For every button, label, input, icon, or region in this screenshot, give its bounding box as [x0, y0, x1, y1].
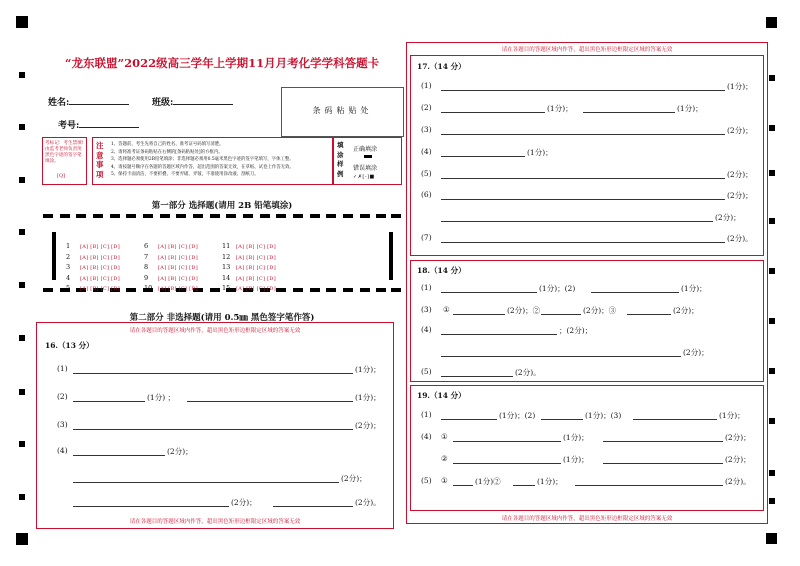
timing-mark — [343, 214, 353, 218]
answer-line[interactable] — [441, 134, 725, 135]
choice-options[interactable]: [A] [B] [C] [D] — [80, 244, 120, 250]
choice-options[interactable]: [A] [B] [C] [D] — [158, 244, 198, 250]
q16-score: (2分)； — [341, 474, 367, 483]
timing-mark — [391, 214, 401, 218]
side-mark — [19, 177, 25, 183]
q19-score: (1分)； — [563, 455, 589, 464]
correct-fill-label: 正确填涂 — [353, 146, 378, 153]
answer-line[interactable] — [273, 506, 353, 507]
answer-line[interactable] — [73, 455, 165, 456]
side-mark — [769, 268, 775, 274]
choice-row[interactable] — [66, 233, 120, 250]
q19-score: (1分)； — [719, 411, 745, 420]
choice-options[interactable]: [A] [B] [C] [D] — [158, 254, 198, 261]
warning-text: 请在各题目的答题区域内作答，超出黑色矩形边框限定区域的答案无效 — [501, 47, 673, 53]
class-label: 班级: — [152, 98, 174, 108]
choice-row[interactable] — [222, 233, 276, 250]
timing-mark — [391, 288, 401, 292]
attention-item: 2、请将准考证条码粘贴在右侧的[条码粘贴处]的方框内。 — [111, 149, 223, 155]
choice-options[interactable]: [A] [B] [C] [D] — [236, 244, 276, 250]
q19-score: (2分)； — [725, 433, 751, 442]
q17-label: (3) — [421, 125, 432, 134]
q17-score: (2分)； — [727, 126, 753, 135]
corner-mark — [766, 533, 777, 544]
timing-mark — [360, 288, 370, 292]
q18-label: (3) — [421, 305, 432, 314]
answer-line[interactable] — [575, 485, 723, 486]
q19-score: (1分)② — [475, 477, 501, 486]
q17-label: (2) — [421, 103, 432, 112]
choice-options[interactable]: [A] [B] [C] [D] — [158, 286, 198, 292]
choice-row[interactable] — [66, 275, 120, 292]
side-mark — [19, 72, 25, 78]
name-label: 姓名: — [48, 98, 70, 108]
side-mark — [769, 318, 775, 324]
q19-score: (2分)。 — [725, 477, 751, 486]
q19-score: (1分)； — [537, 477, 563, 486]
choice-row[interactable] — [66, 244, 120, 261]
timing-mark — [293, 288, 303, 292]
q19-score: (1分)； — [563, 433, 589, 442]
answer-line[interactable] — [73, 429, 353, 430]
q16-label: (1) — [57, 364, 68, 373]
absent-mark-box — [42, 137, 87, 185]
q19-answer-box[interactable] — [410, 385, 764, 511]
timing-mark — [326, 214, 336, 218]
choice-row[interactable] — [222, 265, 276, 282]
choice-row[interactable] — [144, 244, 198, 261]
timing-mark — [226, 214, 236, 218]
q19-label: (1) — [421, 410, 432, 419]
class-field[interactable] — [152, 95, 233, 108]
choice-row[interactable] — [66, 265, 120, 282]
choice-grid — [60, 233, 390, 292]
q16-answer-box[interactable] — [36, 322, 394, 529]
timing-mark — [310, 214, 320, 218]
timing-mark — [310, 288, 320, 292]
side-mark — [769, 498, 775, 504]
choice-row[interactable] — [144, 275, 198, 292]
answer-line[interactable] — [441, 156, 525, 157]
q17-score: (2分)； — [715, 213, 741, 222]
side-mark — [769, 75, 775, 81]
choice-options[interactable]: [A] [B] [C] [D] — [80, 275, 120, 282]
name-field[interactable] — [48, 95, 129, 108]
timing-mark — [110, 214, 120, 218]
question-number: 9 — [144, 273, 149, 282]
side-mark — [19, 441, 25, 447]
q16-score: (1分)； — [355, 393, 381, 402]
side-mark — [769, 125, 775, 131]
answer-line[interactable] — [453, 485, 473, 486]
choice-options[interactable]: [A] [B] [C] [D] — [236, 265, 276, 271]
q18-score: ；(2分)； — [559, 326, 593, 335]
timing-mark — [76, 214, 86, 218]
q19-label: (4) — [421, 432, 432, 441]
answer-line[interactable] — [453, 463, 561, 464]
answer-line[interactable] — [73, 482, 339, 483]
corner-mark — [766, 17, 777, 28]
attention-item: 3、选择题必须使用2B铅笔填涂；非选择题必须用0.5毫米黑色字迹的签字笔填写，字体工整。 — [111, 157, 294, 162]
timing-mark — [276, 288, 286, 292]
warning-text: 请在各题目的答题区域内作答，超出黑色矩形边框限定区域的答案无效 — [129, 519, 301, 525]
answer-line[interactable] — [541, 419, 583, 420]
q17-title: 17.（14 分） — [417, 62, 466, 71]
q18-answer-box[interactable] — [410, 260, 764, 382]
timing-mark — [376, 288, 386, 292]
exam-no-label: 考号: — [58, 121, 80, 131]
choice-options[interactable]: [A] [B] [C] [D] — [80, 265, 120, 271]
q18-score: (1分)；(2) — [539, 284, 576, 293]
timing-mark — [193, 214, 203, 218]
choice-row[interactable] — [222, 254, 276, 271]
attention-item: 1、答题前，考生先将自己的姓名、准考证号码填写清楚。 — [111, 142, 224, 147]
q18-score: (2分)； — [683, 348, 709, 357]
q18-score: (2分)；③ — [583, 306, 617, 315]
answer-line[interactable] — [441, 334, 557, 335]
q17-label: (5) — [421, 169, 432, 178]
side-mark — [19, 389, 25, 395]
q17-score: (1分)； — [727, 82, 753, 91]
absent-mark-text: 考标记：考生禁填!由监考老师负责用黑色字迹的签字笔填涂。 — [45, 141, 84, 164]
choice-column — [66, 233, 120, 292]
side-mark — [19, 282, 25, 288]
question-number: 5 — [66, 284, 71, 292]
page-title: “龙东联盟”2022级高三学年上学期11月月考化学学科答题卡 — [64, 56, 380, 70]
question-number: 1 — [66, 242, 71, 250]
answer-line[interactable] — [73, 401, 145, 402]
q16-title: 16.（13 分） — [45, 341, 94, 350]
timing-mark — [210, 288, 220, 292]
choice-row[interactable] — [222, 275, 276, 292]
part1-title: 第一部分 选择题(请用 2B 铅笔填涂) — [151, 201, 293, 211]
timing-mark — [43, 288, 53, 292]
q19-score: (2分)； — [725, 455, 751, 464]
choice-row[interactable] — [144, 265, 198, 282]
side-mark — [19, 494, 25, 500]
q18-score: (2分)； — [673, 306, 699, 315]
timing-mark — [43, 214, 53, 218]
answer-line[interactable] — [633, 419, 717, 420]
timing-mark — [260, 214, 270, 218]
timing-mark — [93, 214, 103, 218]
answer-line[interactable] — [453, 441, 561, 442]
q16-score: (2分)； — [167, 447, 193, 456]
fill-example-title: 填涂样例 — [337, 141, 344, 178]
timing-mark — [326, 288, 336, 292]
side-mark — [769, 470, 775, 476]
corner-mark — [16, 533, 28, 545]
q16-score: (2分)； — [355, 421, 381, 430]
q17-score: (2分)； — [727, 170, 753, 179]
corner-mark — [16, 16, 28, 28]
q17-score: (2分)。 — [727, 234, 753, 243]
q16-score: (1分)； — [355, 365, 381, 374]
barcode-label: 条码粘贴处 — [312, 106, 373, 115]
side-mark — [19, 229, 25, 235]
q19-score: (1分)；(2) — [499, 411, 536, 420]
timing-mark — [293, 214, 303, 218]
absent-checkbox[interactable]: [Q] — [57, 173, 66, 179]
q18-score: (2分)。 — [515, 368, 541, 377]
timing-mark — [126, 214, 136, 218]
answer-line[interactable] — [603, 463, 723, 464]
answer-line[interactable] — [441, 178, 725, 179]
q17-label: (6) — [421, 190, 432, 199]
side-mark — [769, 170, 775, 176]
answer-line[interactable] — [591, 292, 679, 293]
q18-score: (1分)； — [681, 284, 707, 293]
choice-row[interactable] — [144, 254, 198, 271]
choice-row[interactable] — [66, 254, 120, 271]
question-number: 4 — [66, 273, 71, 282]
answer-line[interactable] — [441, 112, 545, 113]
q17-score: (1分)； — [677, 104, 703, 113]
q19-sublabel: ② — [441, 454, 448, 463]
attention-item: 4、请按题号顺序在各题的答题区域内作答，超出范围的答案无效，在草纸、试卷上作答无效。 — [111, 164, 294, 170]
q16-score: (2分)。 — [355, 498, 381, 507]
attention-item: 5、保持卡面清洁，不要折叠、不要弄破、弄皱，不准使用涂改液、刮纸刀。 — [111, 172, 259, 177]
part2-title: 第二部分 非选择题(请用 0.5㎜ 黑色签字笔作答) — [129, 313, 315, 323]
warning-text: 请在各题目的答题区域内作答，超出黑色矩形边框限定区域的答案无效 — [501, 516, 673, 522]
question-number: 10 — [144, 284, 153, 292]
timing-mark — [360, 214, 370, 218]
timing-mark — [176, 214, 186, 218]
q17-score: (1分)； — [527, 148, 553, 157]
question-number: 13 — [222, 263, 231, 271]
attention-list — [111, 141, 331, 179]
question-number: 12 — [222, 252, 231, 261]
choice-row[interactable] — [144, 233, 198, 250]
choice-options[interactable]: [A] [B] [C] [D] — [236, 286, 276, 292]
answer-line[interactable] — [603, 441, 723, 442]
choice-options[interactable]: [A] [B] [C] [D] — [158, 275, 198, 282]
answer-line[interactable] — [541, 314, 581, 315]
choice-row[interactable] — [222, 244, 276, 261]
timing-mark — [376, 214, 386, 218]
question-number: 8 — [144, 263, 149, 271]
attention-title: 注意事项 — [96, 141, 104, 179]
timing-mark — [143, 214, 153, 218]
correct-fill-sample — [364, 155, 372, 158]
timing-mark — [126, 288, 136, 292]
timing-mark — [160, 214, 170, 218]
exam-no-field[interactable] — [58, 118, 139, 131]
q18-score: (2分)；② — [507, 306, 541, 315]
choice-options[interactable]: [A] [B] [C] [D] — [158, 265, 198, 271]
q19-sublabel: ① — [441, 432, 448, 441]
answer-line[interactable] — [513, 485, 535, 486]
wrong-fill-label: 错误填涂 — [353, 165, 378, 172]
q16-score: (1分) ； — [147, 393, 176, 402]
fill-example-box — [333, 137, 402, 185]
question-number: 3 — [66, 263, 71, 271]
choice-options[interactable]: [A] [B] [C] [D] — [236, 275, 276, 282]
q17-answer-box[interactable] — [410, 55, 764, 256]
q16-label: (3) — [57, 420, 68, 429]
question-number: 11 — [222, 242, 231, 250]
timing-mark — [243, 214, 253, 218]
question-number: 2 — [66, 252, 71, 261]
timing-mark — [276, 214, 286, 218]
barcode-area — [281, 87, 404, 137]
question-number: 14 — [222, 273, 231, 282]
q19-label: (5) — [421, 476, 432, 485]
answer-line[interactable] — [441, 199, 725, 200]
q17-score: (2分)； — [727, 191, 753, 200]
answer-line[interactable] — [441, 221, 713, 222]
answer-line[interactable] — [441, 242, 725, 243]
answer-line[interactable] — [627, 314, 671, 315]
choice-options[interactable]: [A] [B] [C] [D] — [236, 254, 276, 261]
answer-line[interactable] — [441, 356, 681, 357]
q19-sublabel: ① — [441, 476, 448, 485]
side-mark — [19, 124, 25, 130]
q16-label: (2) — [57, 392, 68, 401]
q16-label: (4) — [57, 446, 68, 455]
attention-box — [92, 137, 333, 185]
side-mark — [769, 418, 775, 424]
side-mark — [769, 368, 775, 374]
name-line — [69, 95, 129, 105]
answer-line[interactable] — [73, 506, 229, 507]
q16-score: (2分)； — [231, 498, 257, 507]
answer-line[interactable] — [187, 401, 353, 402]
answer-line[interactable] — [441, 419, 497, 420]
warning-text: 请在各题目的答题区域内作答，超出黑色矩形边框限定区域的答案无效 — [129, 328, 301, 334]
answer-line[interactable] — [441, 90, 725, 91]
choice-options[interactable]: [A] [B] [C] [D] — [80, 254, 120, 261]
question-number: 15 — [222, 284, 231, 292]
timing-mark — [343, 288, 353, 292]
answer-line[interactable] — [73, 373, 353, 374]
answer-line[interactable] — [453, 314, 505, 315]
timing-mark — [60, 214, 70, 218]
side-bar — [52, 232, 56, 280]
q18-label: (1) — [421, 283, 432, 292]
q18-label: (5) — [421, 367, 432, 376]
q17-label: (1) — [421, 81, 432, 90]
q17-label: (7) — [421, 233, 432, 242]
side-mark — [19, 335, 25, 341]
class-line — [173, 95, 233, 105]
q17-label: (4) — [421, 147, 432, 156]
q19-score: (1分)；(3) — [585, 411, 622, 420]
question-number: 7 — [144, 252, 149, 261]
side-mark — [769, 218, 775, 224]
exam-no-line — [79, 118, 139, 128]
q18-title: 18.（14 分） — [417, 266, 466, 275]
wrong-fill-sample: ✓✗[-]■ — [353, 174, 375, 180]
q17-score: (1分)； — [547, 104, 573, 113]
choice-column — [222, 233, 276, 292]
answer-line[interactable] — [441, 376, 513, 377]
question-number: 6 — [144, 242, 149, 250]
answer-line[interactable] — [441, 292, 537, 293]
choice-column — [144, 233, 198, 292]
choice-options[interactable]: [A] [B] [C] [D] — [80, 286, 120, 292]
timing-mark — [210, 214, 220, 218]
q18-label: (4) — [421, 325, 432, 334]
q18-sublabel: ① — [443, 305, 450, 314]
q19-title: 19.（14 分） — [417, 391, 466, 400]
answer-line[interactable] — [583, 112, 675, 113]
